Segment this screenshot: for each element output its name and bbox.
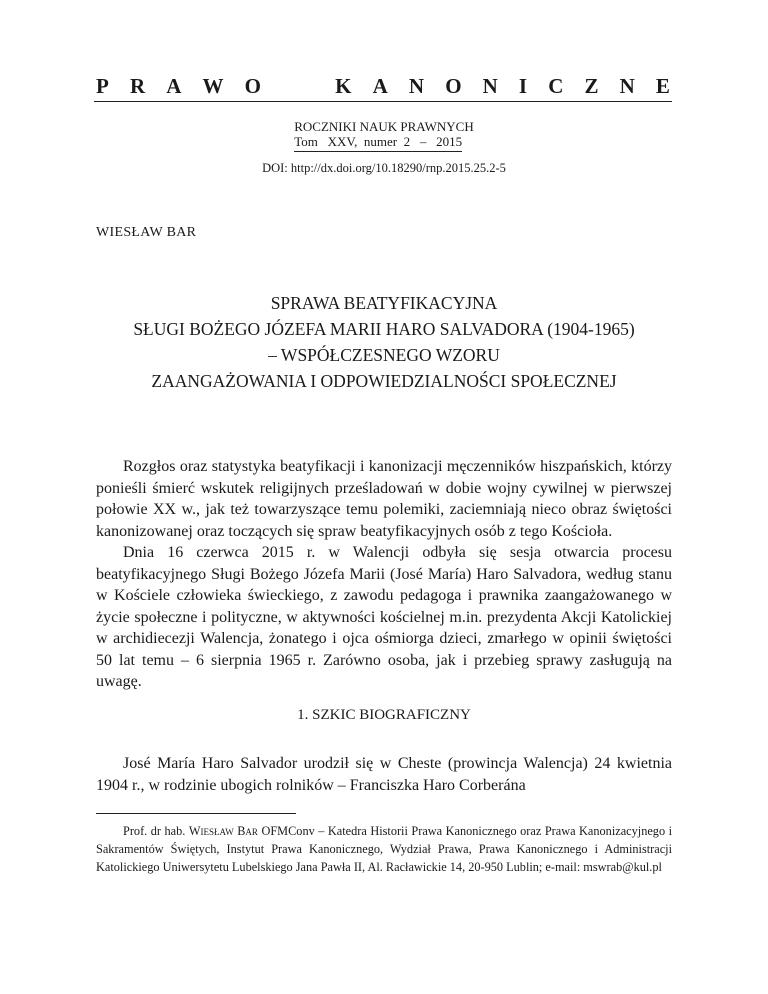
journal-letter: N <box>408 73 425 98</box>
journal-letter: K <box>335 73 352 98</box>
paragraph-1 <box>96 456 672 542</box>
title-line: – WSPÓŁCZESNEGO WZORU <box>268 345 500 365</box>
paragraph-text: Dnia 16 czerwca 2015 r. w Walencji odbyła się sesja otwarcia procesu beatyfikacyjnego Sługi Bożego Józefa Marii (José María) Haro Salvadora, według stanu w Kościele człowieka świeckiego, z zawodu pedagoga i prawnika zaangażowanego w życie społeczne i polityczne, w aktywności kościelnej m.in. prezydenta Akcji Katolickiej w archidiecezji Walencja, żonatego i ojca ośmiorga dzieci, zmarłego w opinii świętości 50 lat temu – 6 sierpnia 1965 r. Zarówno osoba, jak i przebieg sprawy zasługują na uwagę. <box>96 544 672 690</box>
doi: DOI: http://dx.doi.org/10.18290/rnp.2015.25.2-5 <box>262 161 506 175</box>
journal-letter: O <box>445 73 462 98</box>
series-info <box>0 119 768 152</box>
journal-letter: P <box>96 73 109 98</box>
section-paragraph <box>96 753 672 796</box>
journal-letter: N <box>482 73 498 98</box>
paragraph-2 <box>96 542 672 693</box>
journal-title-rule <box>94 101 672 102</box>
journal-letter: A <box>166 73 182 98</box>
series-name: ROCZNIKI NAUK PRAWNYCH <box>294 119 474 134</box>
footnote <box>96 822 672 876</box>
section-heading: 1. SZKIC BIOGRAFICZNY <box>297 707 471 723</box>
journal-letter: R <box>129 73 146 98</box>
journal-letter: I <box>518 73 528 98</box>
journal-letter: Z <box>584 73 599 98</box>
footnote-text: OFMConv – Katedra Historii Prawa Kanonicznego oraz Prawa Kanonizacyjnego i Sakramentów Świętych, Instytut Prawa Kanonicznego, Wydział Prawa, Prawa Kanonicznego i Administracji Katolickiego Uniwersytetu Lubelskiego Jana Pawła II, Al. Racławickie 14, 20-950 Lublin; e-mail: mswrab@kul.pl <box>96 824 673 874</box>
footnote-prefix: Prof. dr hab. <box>123 824 189 838</box>
author-name: WIESŁAW BAR <box>96 225 197 240</box>
article-title <box>80 290 688 394</box>
volume-line: Tom XXV, numer 2 – 2015 <box>294 134 462 152</box>
title-line: SŁUGI BOŻEGO JÓZEFA MARII HARO SALVADORA (1904-1965) <box>133 319 635 339</box>
journal-letter: E <box>655 73 670 98</box>
journal-letter: N <box>619 73 635 98</box>
journal-letter: W <box>202 73 224 98</box>
paragraph-text: Rozgłos oraz statystyka beatyfikacji i kanonizacji męczenników hiszpańskich, którzy ponieśli śmierć wskutek religijnych prześladowań w dobie wojny cywilnej w pierwszej połowie XX w., jak też towarzyszące temu polemiki, zaciemniają nieco obraz świętości kanonizowanej oraz toczących się spraw beatyfikacyjnych osób z tego Kościoła. <box>96 458 672 540</box>
footnote-rule <box>96 813 296 814</box>
journal-letter: O <box>244 73 261 98</box>
title-line: ZAANGAŻOWANIA I ODPOWIEDZIALNOŚCI SPOŁECZNEJ <box>151 371 617 391</box>
title-line: SPRAWA BEATYFIKACYJNA <box>270 293 498 313</box>
footnote-author: Wiesław Bar <box>188 824 258 838</box>
journal-letter: A <box>372 73 388 98</box>
journal-title <box>96 72 670 100</box>
paragraph-text: José María Haro Salvador urodził się w Cheste (prowincja Walencja) 24 kwietnia 1904 r., w rodzinie ubogich rolników – Franciszka Haro Corberána <box>96 755 672 794</box>
journal-letter: C <box>548 73 564 98</box>
